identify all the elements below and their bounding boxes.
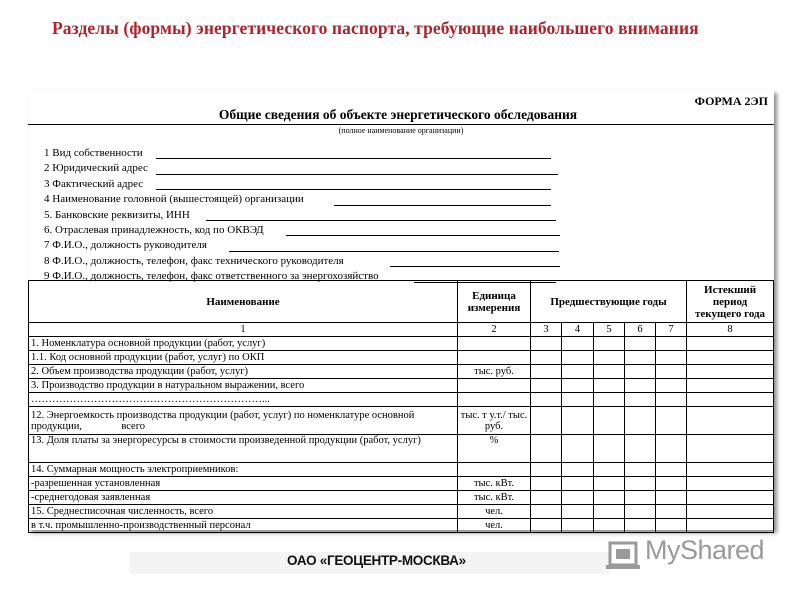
field-row xyxy=(44,223,584,238)
row-name: 15. Среднесписочная численность, всего xyxy=(29,505,458,519)
table-row xyxy=(29,407,774,435)
row-unit: чел. xyxy=(458,505,531,519)
column-number-row xyxy=(29,323,774,337)
watermark-text: MyShared xyxy=(645,535,765,565)
row-unit xyxy=(458,463,531,477)
table-row xyxy=(29,379,774,393)
table-row xyxy=(29,463,774,477)
fill-line xyxy=(156,158,551,159)
row-unit: тыс. руб. xyxy=(458,365,531,379)
field-label: 6. Отраслевая принадлежность, код по ОКВЭД xyxy=(44,223,264,236)
row-unit: тыс. т у.т./ тыс. руб. xyxy=(458,407,531,435)
slide-title: Разделы (формы) энергетического паспорта, требующие наибольшего внимания xyxy=(52,18,699,38)
fill-line xyxy=(156,189,551,190)
table-row xyxy=(29,491,774,505)
row-name: 12. Энергоемкость производства продукции (работ, услуг) по номенклатуре основной продукции, всего xyxy=(29,407,458,435)
field-label: 8 Ф.И.О., должность, телефон, факс технического руководителя xyxy=(44,254,344,267)
field-row xyxy=(44,146,584,161)
fill-line xyxy=(156,174,558,175)
table-row xyxy=(29,351,774,365)
fill-line xyxy=(229,251,559,252)
header-name: Наименование xyxy=(29,281,458,323)
col-number: 6 xyxy=(625,323,656,337)
header-unit: Единица измерения xyxy=(458,281,531,323)
field-row xyxy=(44,177,584,192)
table-row xyxy=(29,505,774,519)
field-label: 4 Наименование головной (вышестоящей) организации xyxy=(44,193,304,206)
col-number: 7 xyxy=(656,323,687,337)
field-row xyxy=(44,238,584,253)
table-row xyxy=(29,519,774,533)
row-unit: чел. xyxy=(458,519,531,533)
table-row xyxy=(29,477,774,491)
col-number: 1 xyxy=(29,323,458,337)
form-code: ФОРМА 2ЭП xyxy=(694,94,768,108)
row-unit xyxy=(458,379,531,393)
col-number: 2 xyxy=(458,323,531,337)
col-number: 4 xyxy=(562,323,594,337)
form-title: Общие сведения об объекте энергетического обследования xyxy=(218,107,578,122)
col-number: 8 xyxy=(687,323,774,337)
fill-line xyxy=(390,266,560,267)
row-name: -среднегодовая заявленная xyxy=(29,491,458,505)
production-indicators-table xyxy=(28,280,774,533)
fill-line xyxy=(206,220,556,221)
row-name: 3. Производство продукции в натуральном выражении, всего xyxy=(29,379,458,393)
row-unit: тыс. кВт. xyxy=(458,491,531,505)
field-label: 9 Ф.И.О., должность, телефон, факс ответственного за энергохозяйство xyxy=(44,270,379,283)
header-previous-years: Предшествующие годы xyxy=(531,281,687,323)
field-row xyxy=(44,208,584,223)
row-name: 1.1. Код основной продукции (работ, услуг) по ОКП xyxy=(29,351,458,365)
row-name: 14. Суммарная мощность электроприемников: xyxy=(29,463,458,477)
field-label: 5. Банковские реквизиты, ИНН xyxy=(44,208,190,221)
field-label: 3 Фактический адрес xyxy=(44,177,144,190)
energy-passport-form xyxy=(28,90,774,530)
row-name: -разрешенная установленная xyxy=(29,477,458,491)
table-row xyxy=(29,393,774,407)
company-name: ОАО «ГЕОЦЕНТР-МОСКВА» xyxy=(287,553,466,568)
row-unit: тыс. кВт. xyxy=(458,477,531,491)
org-name-caption: (полное наименование организации) xyxy=(338,126,464,135)
table-row xyxy=(29,337,774,351)
row-unit xyxy=(458,351,531,365)
fill-line xyxy=(286,235,560,236)
table-row xyxy=(29,365,774,379)
field-label: 1 Вид собственности xyxy=(44,147,143,159)
row-name: 13. Доля платы за энергоресурсы в стоимости произведенной продукции (работ, услуг) xyxy=(29,435,458,463)
field-label: 7 Ф.И.О., должность руководителя xyxy=(44,239,207,252)
col-number: 3 xyxy=(531,323,562,337)
col-number: 5 xyxy=(594,323,625,337)
title-rule xyxy=(28,124,774,125)
row-name: …………………………………………………………... xyxy=(29,393,458,407)
row-unit xyxy=(458,337,531,351)
field-row xyxy=(44,192,584,207)
fill-line xyxy=(334,205,551,206)
general-info-fields xyxy=(44,146,584,285)
header-current-period: Истекший период текущего года xyxy=(687,281,774,323)
header-row xyxy=(29,281,774,323)
field-row xyxy=(44,161,584,176)
field-row xyxy=(44,254,584,269)
row-unit: % xyxy=(458,435,531,463)
row-unit xyxy=(458,393,531,407)
field-label: 2 Юридический адрес xyxy=(44,162,148,175)
row-name: 1. Номенклатура основной продукции (работ, услуг) xyxy=(29,337,458,351)
row-name: в т.ч. промышленно-производственный персонал xyxy=(29,519,458,533)
table-row xyxy=(29,435,774,463)
row-name: 2. Объем производства продукции (работ, услуг) xyxy=(29,365,458,379)
